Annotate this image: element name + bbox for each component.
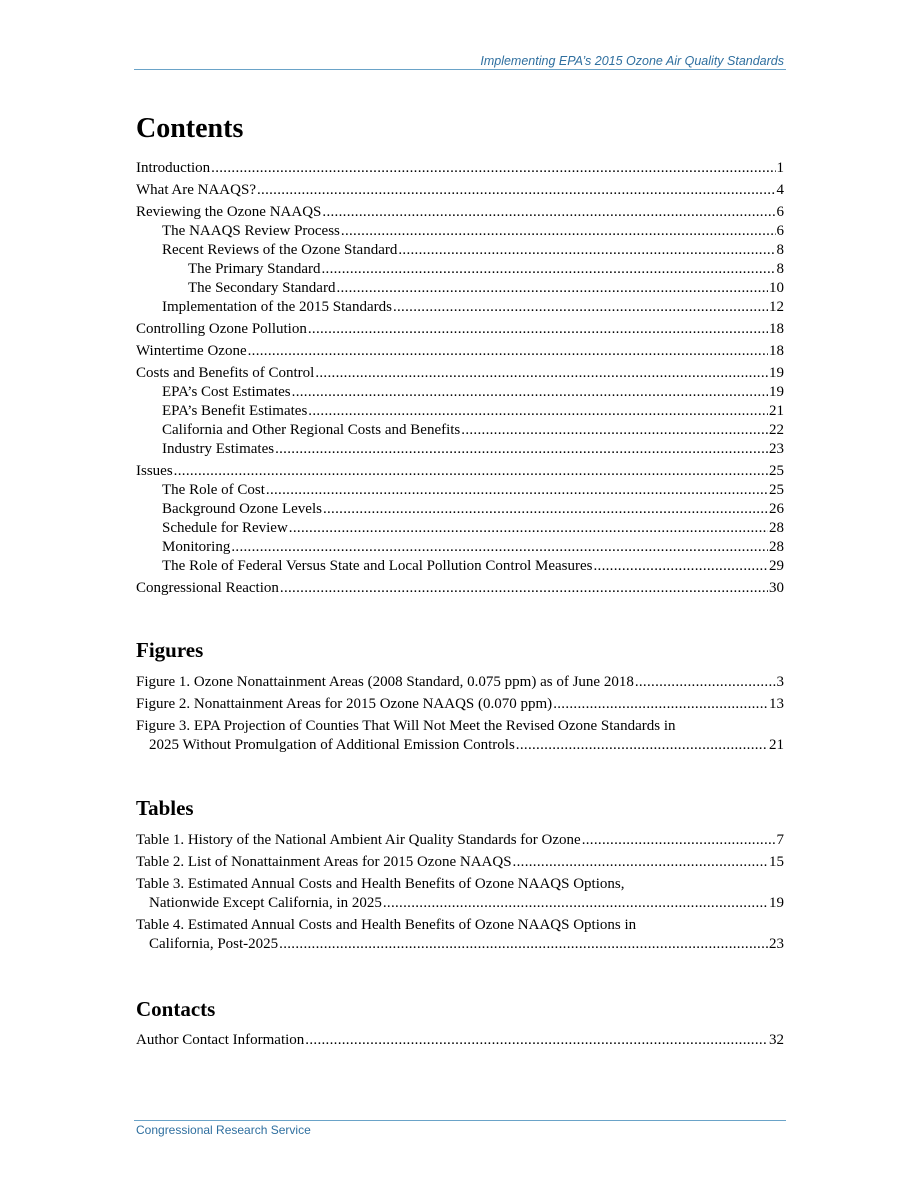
running-header-title: Implementing EPA’s 2015 Ozone Air Quality Standards — [480, 54, 784, 68]
toc-entry-text: The NAAQS Review Process — [162, 223, 340, 239]
toc-entry-page: 12 — [769, 299, 784, 315]
running-footer-text: Congressional Research Service — [136, 1123, 311, 1137]
toc-entry-text: What Are NAAQS? — [136, 182, 256, 198]
figure-entry-text: Figure 1. Ozone Nonattainment Areas (2008 Standard, 0.075 ppm) as of June 2018 — [136, 674, 634, 690]
toc-entry-text: EPA’s Benefit Estimates — [162, 403, 308, 419]
toc-entry-text: The Primary Standard — [188, 261, 321, 277]
toc-entry-page: 19 — [769, 384, 784, 400]
toc-entry-page: 4 — [776, 182, 784, 198]
toc-entry[interactable] — [136, 519, 784, 538]
table-entry-text-continued: California, Post-2025 — [149, 936, 279, 952]
table-entry[interactable] — [136, 875, 784, 913]
contents-heading: Contents — [136, 113, 244, 144]
toc-entry-text: Monitoring — [162, 539, 231, 555]
toc-entry[interactable] — [136, 342, 784, 361]
toc-entry[interactable] — [136, 421, 784, 440]
toc-entry-page: 8 — [776, 261, 784, 277]
toc-entry[interactable] — [136, 222, 784, 241]
toc-entry[interactable] — [136, 364, 784, 383]
toc-entry-page: 18 — [769, 321, 784, 337]
contact-entry-text: Author Contact Information — [136, 1032, 305, 1048]
figure-entry-page: 3 — [776, 674, 784, 690]
toc-entry-page: 25 — [769, 463, 784, 479]
figure-entry[interactable] — [136, 673, 784, 692]
toc-entry[interactable] — [136, 260, 784, 279]
figure-entry-text: Figure 3. EPA Projection of Counties That Will Not Meet the Revised Ozone Standards in — [136, 718, 676, 734]
figure-entry-page: 13 — [769, 696, 784, 712]
figure-entry-page: 21 — [769, 737, 784, 753]
toc-entry[interactable] — [136, 159, 784, 178]
footer-divider — [134, 1120, 786, 1121]
toc-entry[interactable] — [136, 383, 784, 402]
toc-entry-text: Implementation of the 2015 Standards — [162, 299, 392, 315]
toc-entry-text: Industry Estimates — [162, 441, 275, 457]
figure-entry-text-continued: 2025 Without Promulgation of Additional Emission Controls — [149, 737, 515, 753]
toc-entry-text: Controlling Ozone Pollution — [136, 321, 307, 337]
toc-entry-text: Issues — [136, 463, 173, 479]
toc-entry-page: 6 — [776, 223, 784, 239]
toc-entry[interactable] — [136, 320, 784, 339]
toc-entry[interactable] — [136, 500, 784, 519]
toc-entry-page: 21 — [769, 403, 784, 419]
toc-entry-text: California and Other Regional Costs and Benefits — [162, 422, 461, 438]
toc-entry-text: Introduction — [136, 160, 211, 176]
toc-entry-page: 10 — [769, 280, 784, 296]
toc-entry[interactable] — [136, 181, 784, 200]
toc-entry[interactable] — [136, 440, 784, 459]
toc-entry-text: Recent Reviews of the Ozone Standard — [162, 242, 398, 258]
contact-entry[interactable] — [136, 1031, 784, 1050]
toc-entry-page: 28 — [769, 539, 784, 555]
header-divider — [134, 69, 786, 70]
toc-entry-page: 29 — [769, 558, 784, 574]
table-of-contents — [136, 110, 784, 1050]
toc-entry-page: 8 — [776, 242, 784, 258]
figure-entry[interactable] — [136, 717, 784, 755]
toc-entry-page: 22 — [769, 422, 784, 438]
table-entry-page: 7 — [776, 832, 784, 848]
toc-entry[interactable] — [136, 481, 784, 500]
figure-entry-text: Figure 2. Nonattainment Areas for 2015 Ozone NAAQS (0.070 ppm) — [136, 696, 553, 712]
table-entry[interactable] — [136, 853, 784, 872]
toc-entry[interactable] — [136, 279, 784, 298]
toc-entry-text: Reviewing the Ozone NAAQS — [136, 204, 322, 220]
toc-entry-page: 23 — [769, 441, 784, 457]
toc-entry-text: Schedule for Review — [162, 520, 288, 536]
toc-entry-page: 25 — [769, 482, 784, 498]
figures-heading: Figures — [136, 638, 204, 662]
toc-entry-text: Wintertime Ozone — [136, 343, 247, 359]
toc-entry[interactable] — [136, 462, 784, 481]
toc-entry-text: The Secondary Standard — [188, 280, 336, 296]
contacts-list — [136, 1031, 784, 1050]
toc-entry-text: Costs and Benefits of Control — [136, 365, 315, 381]
toc-entry-text: The Role of Cost — [162, 482, 265, 498]
toc-entry-text: EPA’s Cost Estimates — [162, 384, 291, 400]
toc-entry-text: Congressional Reaction — [136, 580, 279, 596]
toc-entry-page: 28 — [769, 520, 784, 536]
figure-entry[interactable] — [136, 695, 784, 714]
toc-entry-page: 30 — [769, 580, 784, 596]
toc-entry[interactable] — [136, 203, 784, 222]
figures-list — [136, 673, 784, 755]
toc-entry-page: 19 — [769, 365, 784, 381]
contacts-heading: Contacts — [136, 997, 216, 1021]
table-entry-page: 23 — [769, 936, 784, 952]
toc-entry[interactable] — [136, 538, 784, 557]
table-entry-page: 19 — [769, 895, 784, 911]
toc-entry-text: The Role of Federal Versus State and Local Pollution Control Measures — [162, 558, 593, 574]
toc-entry[interactable] — [136, 298, 784, 317]
contact-entry-page: 32 — [769, 1032, 784, 1048]
table-entry-page: 15 — [769, 854, 784, 870]
toc-entry[interactable] — [136, 241, 784, 260]
tables-list — [136, 831, 784, 954]
tables-heading: Tables — [136, 796, 194, 820]
table-entry-text: Table 4. Estimated Annual Costs and Health Benefits of Ozone NAAQS Options in — [136, 917, 637, 933]
table-entry-text-continued: Nationwide Except California, in 2025 — [149, 895, 382, 911]
table-entry[interactable] — [136, 831, 784, 850]
toc-entry-page: 1 — [776, 160, 784, 176]
toc-entry-page: 6 — [776, 204, 784, 220]
contents-list — [136, 159, 784, 598]
table-entry-text: Table 3. Estimated Annual Costs and Health Benefits of Ozone NAAQS Options, — [136, 876, 625, 892]
toc-entry[interactable] — [136, 557, 784, 576]
table-entry-text: Table 1. History of the National Ambient Air Quality Standards for Ozone — [136, 832, 581, 848]
toc-entry[interactable] — [136, 579, 784, 598]
table-entry[interactable] — [136, 916, 784, 954]
toc-entry-page: 18 — [769, 343, 784, 359]
table-entry-text: Table 2. List of Nonattainment Areas for 2015 Ozone NAAQS — [136, 854, 512, 870]
toc-entry-text: Background Ozone Levels — [162, 501, 322, 517]
toc-entry-page: 26 — [769, 501, 784, 517]
toc-entry[interactable] — [136, 402, 784, 421]
